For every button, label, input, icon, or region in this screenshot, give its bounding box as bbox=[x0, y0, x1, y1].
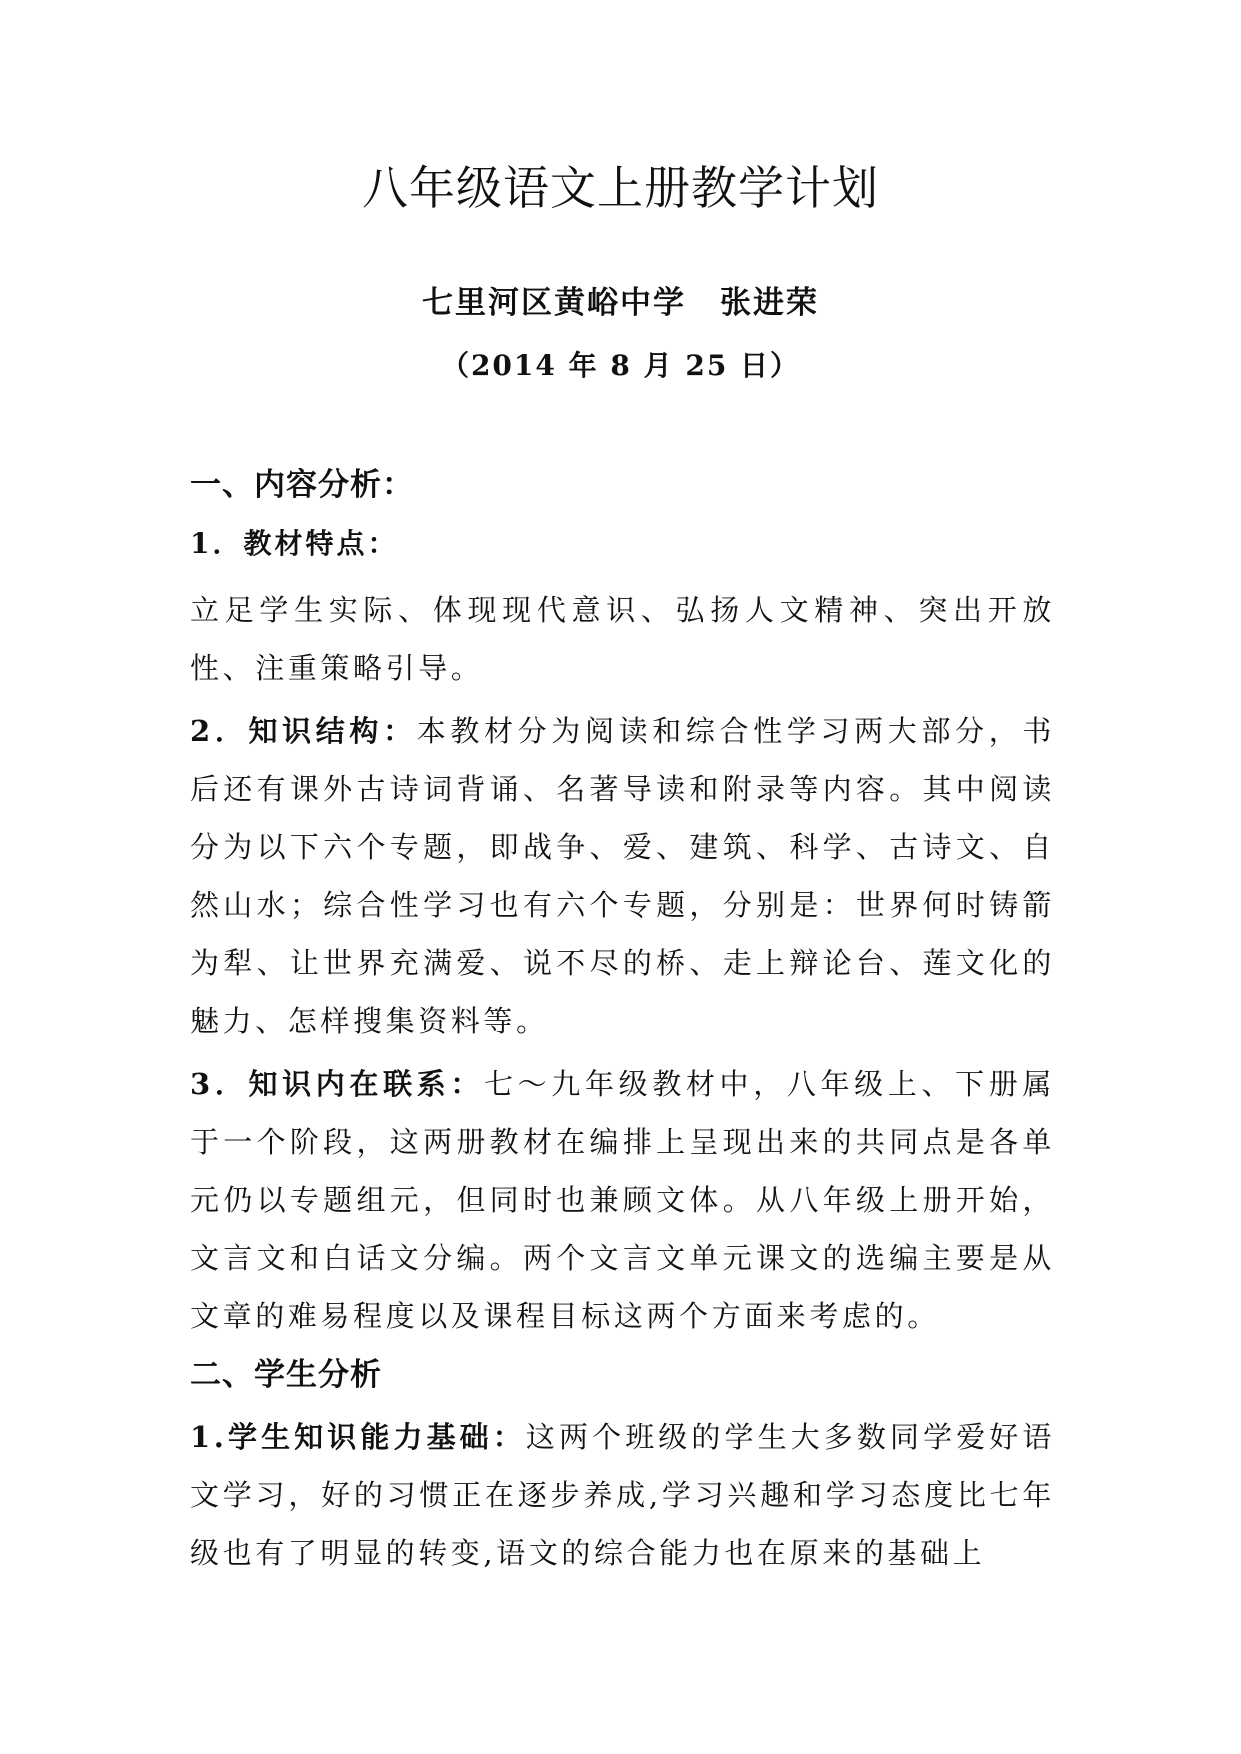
lead-knowledge-structure: 2．知识结构： bbox=[190, 714, 417, 748]
text-student-ability: 这两个班级的学生大多数同学爱好语文学习，好的习惯正在逐步养成,学习兴趣和学习态度比七年级也有了明显的转变,语文的综合能力也在原来的基础上 bbox=[190, 1420, 1056, 1570]
document-body bbox=[190, 465, 1055, 1582]
paragraph-student-ability bbox=[190, 1408, 1055, 1582]
author-line bbox=[0, 282, 1241, 324]
text-knowledge-structure: 本教材分为阅读和综合性学习两大部分，书后还有课外古诗词背诵、名著导读和附录等内容。其中阅读分为以下六个专题，即战争、爱、建筑、科学、古诗文、自然山水；综合性学习也有六个专题，分别是：世界何时铸箭为犁、让世界充满爱、说不尽的桥、走上辩论台、莲文化的魅力、怎样搜集资料等。 bbox=[190, 714, 1055, 1038]
paragraph-internal-connection bbox=[190, 1055, 1055, 1345]
text-internal-connection: 七～九年级教材中，八年级上、下册属于一个阶段，这两册教材在编排上呈现出来的共同点是各单元仍以专题组元，但同时也兼顾文体。从八年级上册开始，文言文和白话文分编。两个文言文单元课文的选编主要是从文章的难易程度以及课程目标这两个方面来考虑的。 bbox=[190, 1067, 1055, 1333]
author-school: 七里河区黄峪中学 bbox=[422, 285, 686, 321]
paragraph-knowledge-structure bbox=[190, 702, 1055, 1050]
author-name: 张进荣 bbox=[720, 285, 819, 321]
lead-internal-connection: 3．知识内在联系： bbox=[190, 1067, 485, 1101]
section-heading-student-analysis: 二、学生分析 bbox=[190, 1357, 382, 1393]
document-title: 八年级语文上册教学计划 bbox=[362, 161, 879, 215]
paragraph-textbook-features: 立足学生实际、体现现代意识、弘扬人文精神、突出开放性、注重策略引导。 bbox=[190, 593, 1055, 685]
subheading-textbook-features: 1．教材特点： bbox=[190, 527, 399, 560]
lead-student-ability: 1.学生知识能力基础： bbox=[190, 1420, 526, 1454]
document-date: （2014 年 8 月 25 日） bbox=[440, 349, 801, 382]
section-heading-content-analysis: 一、内容分析： bbox=[190, 467, 414, 503]
